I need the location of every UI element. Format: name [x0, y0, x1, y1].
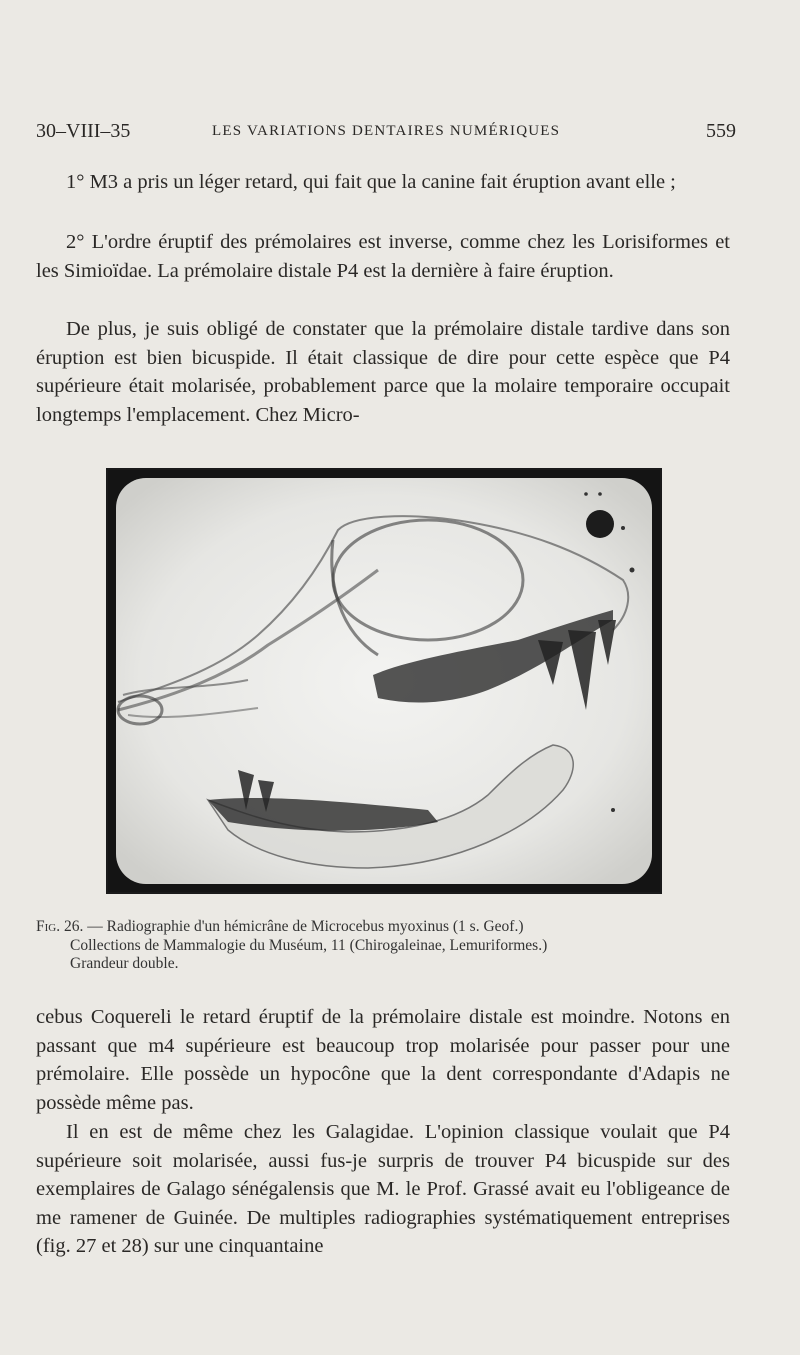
page-number: 559: [706, 120, 736, 142]
paragraph-4: cebus Coquereli le retard éruptif de la prémolaire distale est moindre. Notons en passant que m4 supérieure est beaucoup trop molarisée pour passer pour une prémolaire. Elle possède un hypocône que la dent correspondante d'Adapis ne possède même pas.: [36, 1006, 730, 1114]
header-title: LES VARIATIONS DENTAIRES NUMÉRIQUES: [212, 123, 561, 139]
paragraph-5: Il en est de même chez les Galagidae. L'opinion classique voulait que P4 supérieure soit molarisée, aussi fus-je surpris de trouver P4 bicuspide sur des exemplaires de Galago sénégalensis que M. le Prof. Grassé avait eu l'obligeance de me ramener de Guinée. De multiples radiographies systématiquement entreprises (fig. 27 et 28) sur une cinquantaine: [36, 1121, 730, 1257]
caption-line-3: Grandeur double.: [70, 955, 179, 972]
running-header: [36, 120, 736, 146]
paragraph-3: De plus, je suis obligé de constater que la prémolaire distale tardive dans son éruption est bien bicuspide. Il était classique de dire pour cette espèce que P4 supérieure était molarisée, probablement parce que la molaire temporaire occupait longtemps l'emplacement. Chez Micro-: [36, 318, 730, 426]
paragraph-1: 1° M3 a pris un léger retard, qui fait que la canine fait éruption avant elle ;: [66, 171, 676, 193]
paragraph-2: 2° L'ordre éruptif des prémolaires est inverse, comme chez les Lorisiformes et les Simioïdae. La prémolaire distale P4 est la dernière à faire éruption.: [36, 231, 730, 282]
skull-radiograph-image: [108, 470, 660, 892]
radiograph-figure: [106, 468, 662, 894]
caption-label: Fig. 26.: [36, 918, 84, 935]
caption-line-2: Collections de Mammalogie du Muséum, 11 (Chirogaleinae, Lemuriformes.): [70, 936, 548, 954]
header-date: 30–VIII–35: [36, 120, 131, 142]
caption-line-1: — Radiographie d'un hémicrâne de Microcebus myoxinus (1 s. Geof.): [83, 918, 524, 935]
figure-caption: [36, 918, 736, 974]
